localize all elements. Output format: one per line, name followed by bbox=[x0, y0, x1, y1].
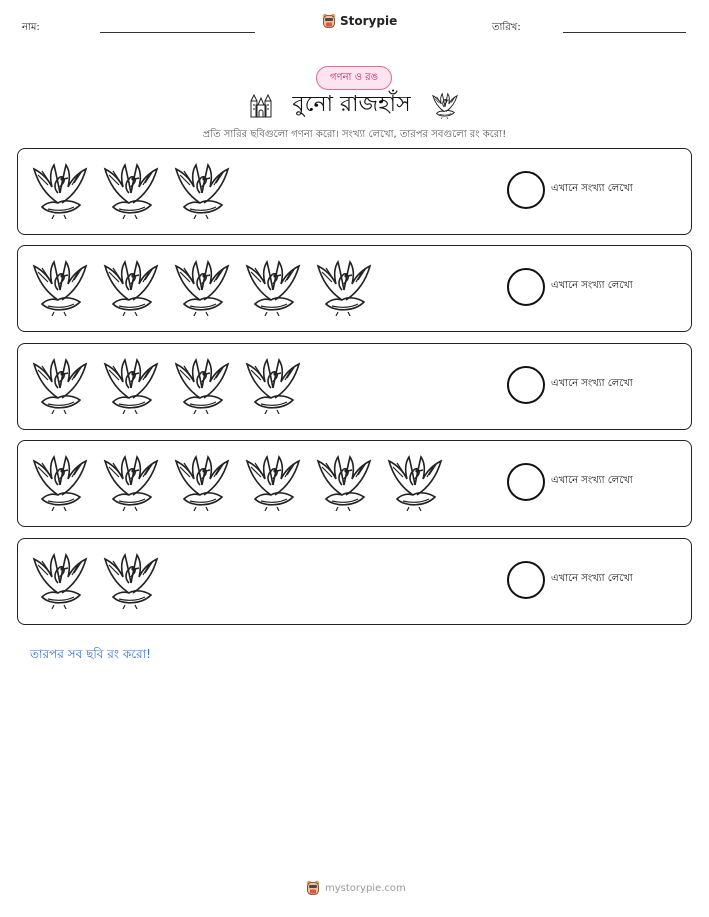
castle-icon bbox=[248, 91, 274, 119]
swan-icon[interactable] bbox=[28, 354, 92, 414]
footer-note: তারপর সব ছবি রং করো! bbox=[30, 647, 151, 661]
footer-site: mystorypie.com bbox=[325, 882, 406, 894]
swan-group bbox=[28, 256, 376, 316]
swan-icon[interactable] bbox=[99, 159, 163, 219]
storypie-logo-icon bbox=[322, 13, 336, 29]
answer-circle[interactable] bbox=[507, 268, 545, 306]
answer-label: এখানে সংখ্যা লেখো bbox=[551, 378, 633, 389]
swan-icon[interactable] bbox=[241, 451, 305, 511]
swan-icon bbox=[429, 91, 461, 119]
answer-label: এখানে সংখ্যা লেখো bbox=[551, 573, 633, 584]
swan-icon[interactable] bbox=[28, 549, 92, 609]
counting-row bbox=[17, 343, 692, 430]
swan-icon[interactable] bbox=[28, 256, 92, 316]
answer-circle[interactable] bbox=[507, 561, 545, 599]
swan-icon[interactable] bbox=[170, 354, 234, 414]
page-title: বুনো রাজহাঁস bbox=[292, 91, 411, 117]
swan-group bbox=[28, 549, 163, 609]
answer-label: এখানে সংখ্যা লেখো bbox=[551, 280, 633, 291]
swan-icon[interactable] bbox=[99, 549, 163, 609]
swan-icon[interactable] bbox=[170, 451, 234, 511]
swan-icon[interactable] bbox=[312, 451, 376, 511]
date-label: তারিখ: bbox=[492, 22, 521, 33]
swan-icon[interactable] bbox=[28, 451, 92, 511]
swan-icon[interactable] bbox=[170, 256, 234, 316]
date-line[interactable] bbox=[563, 32, 686, 33]
swan-icon[interactable] bbox=[99, 451, 163, 511]
brand-name: Storypie bbox=[340, 14, 398, 28]
name-line[interactable] bbox=[100, 32, 255, 33]
counting-row bbox=[17, 538, 692, 625]
answer-circle[interactable] bbox=[507, 171, 545, 209]
footer-brand bbox=[306, 880, 406, 896]
swan-icon[interactable] bbox=[241, 354, 305, 414]
storypie-logo-icon bbox=[306, 880, 320, 896]
swan-group bbox=[28, 159, 234, 219]
answer-circle[interactable] bbox=[507, 463, 545, 501]
swan-icon[interactable] bbox=[99, 256, 163, 316]
swan-icon[interactable] bbox=[241, 256, 305, 316]
swan-icon[interactable] bbox=[383, 451, 447, 511]
category-badge: গণনা ও রঙ bbox=[316, 66, 392, 90]
counting-row bbox=[17, 440, 692, 527]
brand bbox=[322, 13, 397, 29]
answer-label: এখানে সংখ্যা লেখো bbox=[551, 183, 633, 194]
name-label: নাম: bbox=[22, 22, 40, 33]
swan-group bbox=[28, 451, 447, 511]
counting-row bbox=[17, 148, 692, 235]
title-row bbox=[0, 88, 709, 122]
swan-icon[interactable] bbox=[312, 256, 376, 316]
answer-label: এখানে সংখ্যা লেখো bbox=[551, 475, 633, 486]
instructions: প্রতি সারির ছবিগুলো গণনা করো। সংখ্যা লেখো, তারপর সবগুলো রং করো! bbox=[202, 129, 507, 140]
swan-icon[interactable] bbox=[170, 159, 234, 219]
answer-circle[interactable] bbox=[507, 366, 545, 404]
swan-icon[interactable] bbox=[28, 159, 92, 219]
swan-group bbox=[28, 354, 305, 414]
counting-row bbox=[17, 245, 692, 332]
swan-icon[interactable] bbox=[99, 354, 163, 414]
